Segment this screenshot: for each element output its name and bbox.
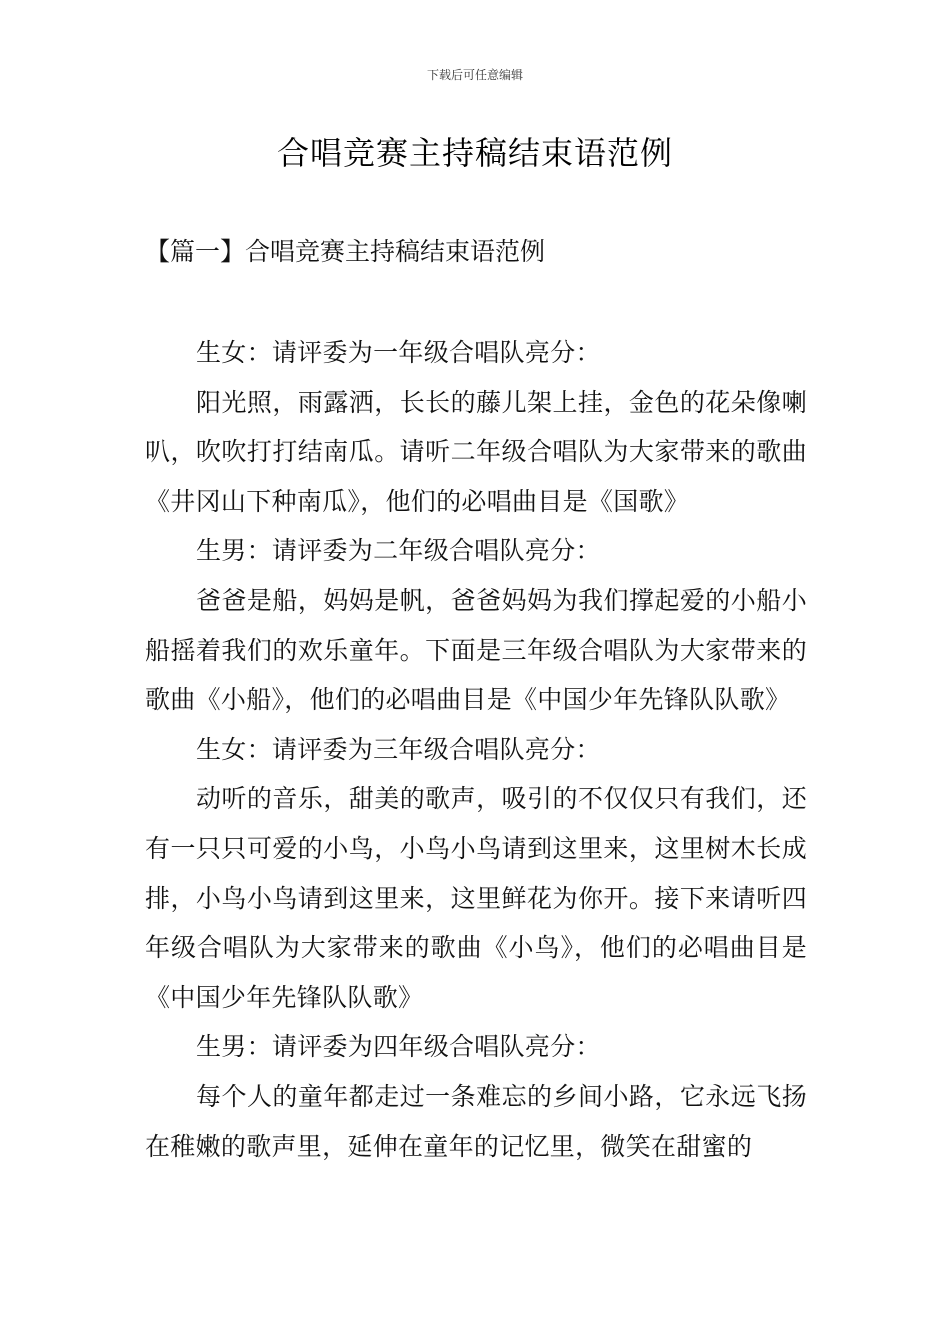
header-note: 下载后可任意编辑 (426, 68, 523, 82)
paragraph: 生女：请评委为一年级合唱队亮分： (196, 338, 601, 367)
paragraph: 动听的音乐，甜美的歌声，吸引的不仅仅只有我们，还有一只只可爱的小鸟，小鸟小鸟请到这里来，这里树木长成排，小鸟小鸟请到这里来，这里鲜花为你开。接下来请听四年级合唱队为大家带来的歌曲《小鸟》，他们的必唱曲目是《中国少年先锋队队歌》 (145, 784, 807, 1012)
paragraph: 生男：请评委为四年级合唱队亮分： (196, 1032, 601, 1062)
paragraph: 生男：请评委为二年级合唱队亮分： (196, 536, 601, 566)
paragraph: 爸爸是船，妈妈是帆，爸爸妈妈为我们撑起爱的小船小船摇着我们的欢乐童年。下面是三年级合唱队为大家带来的歌曲《小船》，他们的必唱曲目是《中国少年先锋队队歌》 (145, 585, 807, 715)
paragraph: 阳光照，雨露洒，长长的藤儿架上挂，金色的花朵像喇叭，吹吹打打结南瓜。请听二年级合唱队为大家带来的歌曲《井冈山下种南瓜》，他们的必唱曲目是《国歌》 (145, 387, 807, 516)
paragraph: 生女：请评委为三年级合唱队亮分： (196, 734, 601, 764)
section-heading: 【篇一】合唱竞赛主持稿结束语范例 (145, 237, 546, 266)
paragraph: 每个人的童年都走过一条难忘的乡间小路，它永远飞扬在稚嫩的歌声里，延伸在童年的记忆里，微笑在甜蜜的 (145, 1081, 807, 1161)
document-body (145, 328, 807, 1171)
document-title: 合唱竞赛主持稿结束语范例 (276, 134, 673, 172)
